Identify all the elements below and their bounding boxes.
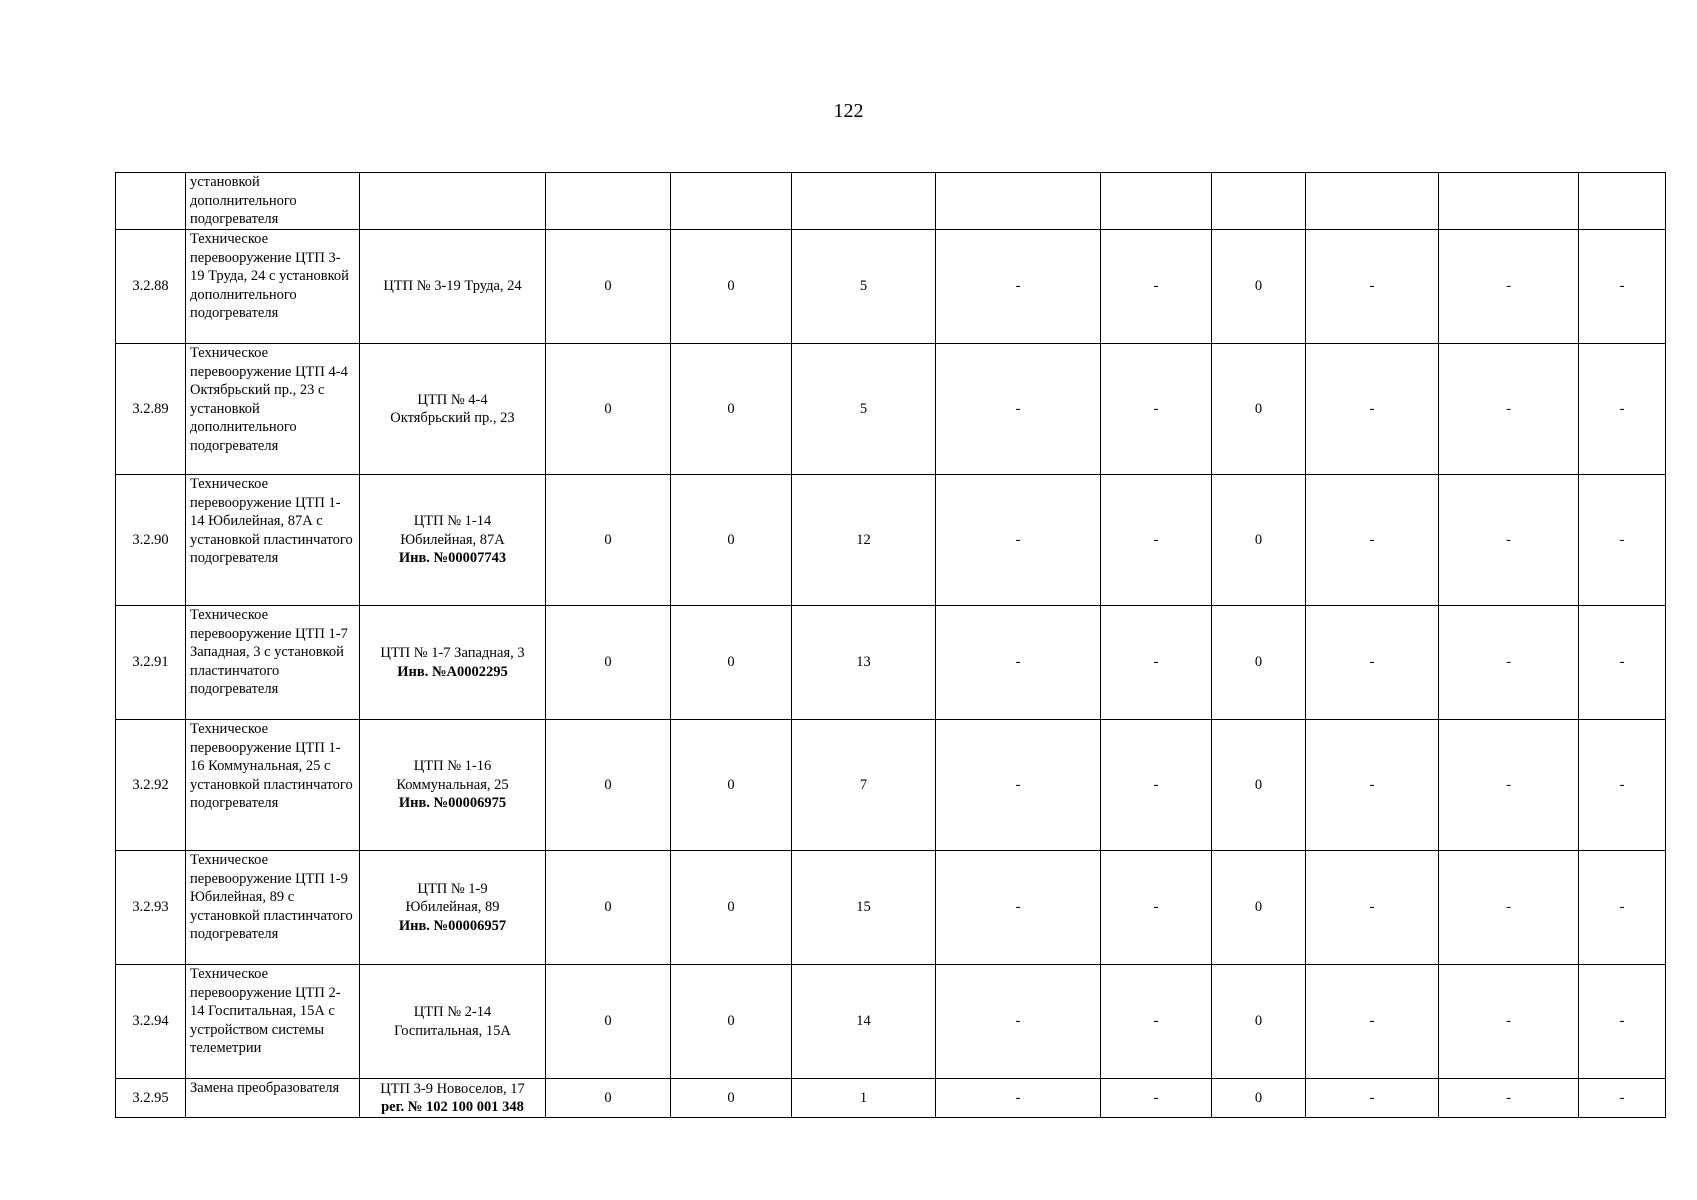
object-name-line: ЦТП № 4-4 <box>417 391 488 408</box>
value-cell: 0 <box>546 344 671 475</box>
value-cell: 0 <box>671 965 792 1079</box>
value-cell: - <box>1306 720 1439 851</box>
inventory-number: Инв. №00006975 <box>398 795 507 812</box>
value-cell: - <box>1101 965 1212 1079</box>
value-cell: 0 <box>671 230 792 344</box>
object-cell <box>360 851 546 965</box>
inventory-number: рег. № 102 100 001 348 <box>381 1099 524 1115</box>
table-row <box>116 851 1666 965</box>
value-cell: - <box>1101 344 1212 475</box>
object-name-line: Октябрьский пр., 23 <box>390 410 515 426</box>
object-cell <box>360 173 546 230</box>
work-description: Замена преобразователя <box>186 1079 360 1118</box>
investment-table <box>115 172 1666 1118</box>
value-cell: 0 <box>1212 965 1306 1079</box>
value-cell <box>1579 173 1666 230</box>
table-row <box>116 173 1666 230</box>
value-cell: 5 <box>792 230 936 344</box>
value-cell: - <box>1306 965 1439 1079</box>
object-name-line: Юбилейная, 87А <box>400 531 505 548</box>
value-cell: - <box>936 606 1101 720</box>
value-cell: - <box>1439 344 1579 475</box>
value-cell: 0 <box>1212 344 1306 475</box>
value-cell: - <box>1439 475 1579 606</box>
value-cell: - <box>936 851 1101 965</box>
row-number: 3.2.88 <box>116 230 186 344</box>
object-cell <box>360 1079 546 1118</box>
value-cell: - <box>936 230 1101 344</box>
value-cell <box>1439 173 1579 230</box>
value-cell: - <box>936 720 1101 851</box>
row-number: 3.2.91 <box>116 606 186 720</box>
value-cell: - <box>1101 606 1212 720</box>
value-cell: - <box>1306 475 1439 606</box>
work-description: Техническое перевооружение ЦТП 4-4 Октябрьский пр., 23 с установкой дополнительного подогревателя <box>186 344 360 475</box>
value-cell: - <box>1439 606 1579 720</box>
work-description: установкой дополнительного подогревателя <box>186 173 360 230</box>
value-cell: 0 <box>1212 230 1306 344</box>
value-cell: - <box>1579 230 1666 344</box>
table-row <box>116 965 1666 1079</box>
value-cell: - <box>1101 230 1212 344</box>
value-cell: - <box>1439 230 1579 344</box>
value-cell: - <box>1101 1079 1212 1118</box>
value-cell <box>1306 173 1439 230</box>
row-number <box>116 173 186 230</box>
value-cell: - <box>1439 1079 1579 1118</box>
row-number: 3.2.92 <box>116 720 186 851</box>
row-number: 3.2.93 <box>116 851 186 965</box>
object-cell <box>360 475 546 606</box>
table-row <box>116 475 1666 606</box>
value-cell: - <box>1579 344 1666 475</box>
value-cell: - <box>1101 720 1212 851</box>
value-cell: - <box>936 475 1101 606</box>
value-cell: 0 <box>1212 720 1306 851</box>
value-cell: 0 <box>546 851 671 965</box>
value-cell <box>546 173 671 230</box>
table-row <box>116 1079 1666 1118</box>
value-cell: 0 <box>1212 851 1306 965</box>
value-cell <box>1212 173 1306 230</box>
object-name-line: Госпитальная, 15А <box>394 1022 511 1039</box>
object-name-line: Юбилейная, 89 <box>405 899 500 916</box>
value-cell: - <box>936 344 1101 475</box>
row-number: 3.2.95 <box>116 1079 186 1118</box>
value-cell <box>936 173 1101 230</box>
value-cell: 0 <box>1212 1079 1306 1118</box>
value-cell: - <box>1579 606 1666 720</box>
work-description: Техническое перевооружение ЦТП 1-7 Западная, 3 с установкой пластинчатого подогревателя <box>186 606 360 720</box>
value-cell: 12 <box>792 475 936 606</box>
value-cell: 0 <box>546 230 671 344</box>
value-cell: - <box>1306 1079 1439 1118</box>
object-name-line: ЦТП № 2-14 <box>413 1004 492 1020</box>
table-row <box>116 230 1666 344</box>
value-cell: 0 <box>546 606 671 720</box>
value-cell: 15 <box>792 851 936 965</box>
value-cell: - <box>936 1079 1101 1118</box>
value-cell: - <box>936 965 1101 1079</box>
object-cell <box>360 606 546 720</box>
value-cell: 0 <box>546 475 671 606</box>
value-cell: 0 <box>671 344 792 475</box>
object-name-line: ЦТП 3-9 Новоселов, 17 <box>380 1080 525 1097</box>
value-cell: - <box>1579 965 1666 1079</box>
row-number: 3.2.94 <box>116 965 186 1079</box>
table-row <box>116 344 1666 475</box>
inventory-number: Инв. №А0002295 <box>397 663 508 680</box>
page-number: 122 <box>833 100 864 122</box>
value-cell: - <box>1579 1079 1666 1118</box>
value-cell: - <box>1579 475 1666 606</box>
value-cell: 0 <box>671 720 792 851</box>
work-description: Техническое перевооружение ЦТП 3-19 Труда, 24 с установкой дополнительного подогревателя <box>186 230 360 344</box>
object-cell <box>360 720 546 851</box>
value-cell: - <box>1439 851 1579 965</box>
value-cell: 0 <box>1212 475 1306 606</box>
object-name-line: ЦТП № 1-9 <box>417 880 488 897</box>
object-name-line: ЦТП № 1-16 <box>413 758 492 775</box>
object-cell <box>360 344 546 475</box>
value-cell: 7 <box>792 720 936 851</box>
work-description: Техническое перевооружение ЦТП 1-16 Коммунальная, 25 с установкой пластинчатого подогревателя <box>186 720 360 851</box>
object-cell <box>360 965 546 1079</box>
value-cell: - <box>1101 475 1212 606</box>
table-row <box>116 606 1666 720</box>
value-cell: - <box>1439 720 1579 851</box>
work-description: Техническое перевооружение ЦТП 1-9 Юбилейная, 89 с установкой пластинчатого подогревателя <box>186 851 360 965</box>
value-cell: 1 <box>792 1079 936 1118</box>
inventory-number: Инв. №00007743 <box>398 550 507 567</box>
value-cell: 0 <box>546 720 671 851</box>
object-cell <box>360 230 546 344</box>
table-row <box>116 720 1666 851</box>
row-number: 3.2.89 <box>116 344 186 475</box>
inventory-number: Инв. №00006957 <box>398 917 507 934</box>
work-description: Техническое перевооружение ЦТП 1-14 Юбилейная, 87А с установкой пластинчатого подогревателя <box>186 475 360 606</box>
work-description: Техническое перевооружение ЦТП 2-14 Госпитальная, 15А с устройством системы телеметрии <box>186 965 360 1079</box>
value-cell <box>792 173 936 230</box>
value-cell: - <box>1306 344 1439 475</box>
value-cell: 0 <box>1212 606 1306 720</box>
object-name-line: ЦТП № 1-14 <box>413 513 492 530</box>
value-cell: 0 <box>671 851 792 965</box>
object-name-line: ЦТП № 1-7 Западная, 3 <box>380 645 525 661</box>
value-cell: 0 <box>671 1079 792 1118</box>
object-name-line: Коммунальная, 25 <box>396 776 509 793</box>
value-cell: - <box>1101 851 1212 965</box>
value-cell: - <box>1306 230 1439 344</box>
value-cell: 0 <box>546 1079 671 1118</box>
value-cell: - <box>1306 606 1439 720</box>
object-name-line: ЦТП № 3-19 Труда, 24 <box>383 278 522 295</box>
value-cell: 13 <box>792 606 936 720</box>
row-number: 3.2.90 <box>116 475 186 606</box>
value-cell: 0 <box>671 475 792 606</box>
value-cell: - <box>1579 720 1666 851</box>
value-cell: 5 <box>792 344 936 475</box>
value-cell: - <box>1579 851 1666 965</box>
value-cell <box>1101 173 1212 230</box>
value-cell: 0 <box>671 606 792 720</box>
value-cell: - <box>1306 851 1439 965</box>
value-cell: 14 <box>792 965 936 1079</box>
value-cell: - <box>1439 965 1579 1079</box>
value-cell: 0 <box>546 965 671 1079</box>
value-cell <box>671 173 792 230</box>
